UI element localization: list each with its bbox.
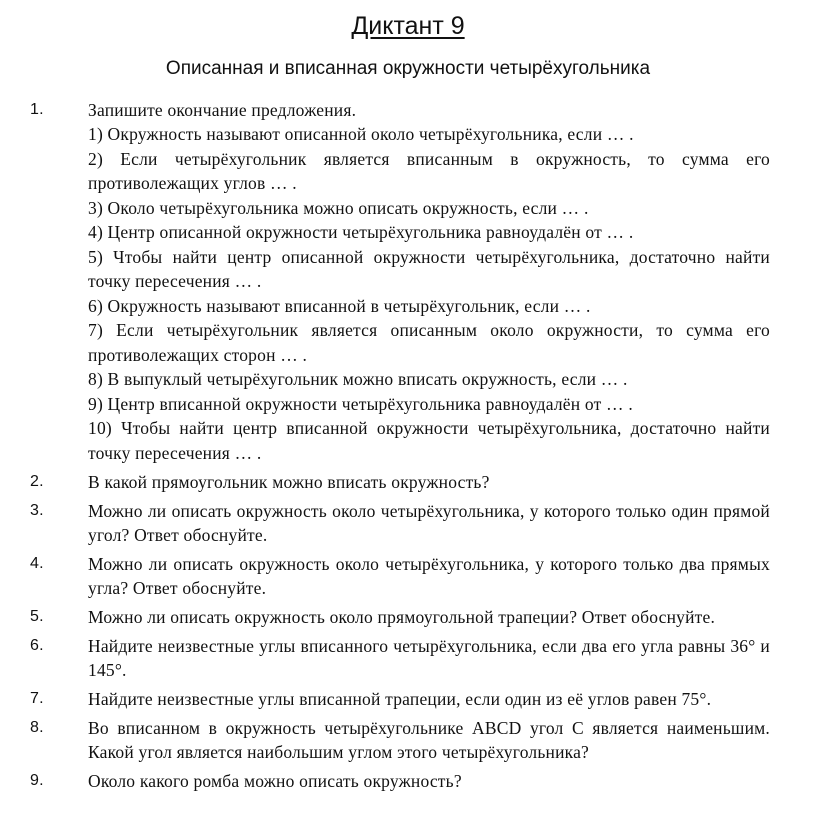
item-text: Можно ли описать окружность около прямоугольной трапеции? Ответ обоснуйте.: [88, 607, 716, 627]
item-number: 4.: [30, 555, 44, 572]
item-number: 6.: [30, 637, 44, 654]
sub-item: 2) Если четырёхугольник является вписанным в окружность, то сумма его противолежащих углов … .: [88, 148, 770, 193]
sub-item: 1) Окружность называют описанной около четырёхугольника, если … .: [88, 124, 634, 144]
list-item: [30, 552, 770, 600]
list-item: [30, 687, 770, 711]
item-text: Запишите окончание предложения.: [88, 100, 357, 120]
list-item: [30, 769, 770, 793]
item-text: Во вписанном в окружность четырёхугольнике ABCD угол C является наименьшим. Какой угол является наибольшим углом этого четырёхугольника?: [88, 718, 770, 762]
list-item: [30, 470, 770, 494]
item-text: Можно ли описать окружность около четырёхугольника, у которого только два прямых угла? Ответ обоснуйте.: [88, 554, 770, 598]
sub-item: 5) Чтобы найти центр описанной окружности четырёхугольника, достаточно найти точку пересечения … .: [88, 246, 770, 291]
list-item: [30, 605, 770, 629]
item-body: [88, 98, 770, 465]
sub-item: 3) Около четырёхугольника можно описать окружность, если … .: [88, 197, 589, 218]
list-item: [30, 98, 770, 465]
item-number: 3.: [30, 502, 44, 519]
item-text: Найдите неизвестные углы вписанной трапеции, если один из её углов равен 75°.: [88, 689, 712, 709]
item-number: 8.: [30, 719, 44, 736]
sub-item: 9) Центр вписанной окружности четырёхугольника равноудалён от … .: [88, 393, 633, 414]
item-number: 2.: [30, 473, 44, 490]
item-text: В какой прямоугольник можно вписать окружность?: [88, 472, 490, 492]
item-text: Можно ли описать окружность около четырёхугольника, у которого только один прямой угол? Ответ обоснуйте.: [88, 501, 770, 545]
page-subtitle: Описанная и вписанная окружности четырёхугольника: [165, 58, 651, 79]
page-title: Диктант 9: [351, 12, 465, 40]
item-number: 7.: [30, 690, 44, 707]
list-item: [30, 716, 770, 764]
item-number: 9.: [30, 772, 44, 789]
item-number: 5.: [30, 608, 44, 625]
item-text: Около какого ромба можно описать окружность?: [88, 771, 462, 791]
item-text: Найдите неизвестные углы вписанного четырёхугольника, если два его угла равны 36° и 145°.: [88, 636, 770, 680]
sub-item: 4) Центр описанной окружности четырёхугольника равноудалён от … .: [88, 222, 634, 242]
question-list: [30, 98, 770, 798]
list-item: [30, 634, 770, 682]
sub-item: 7) Если четырёхугольник является описанным около окружности, то сумма его противолежащих сторон … .: [88, 320, 770, 365]
item-number: 1.: [30, 101, 44, 118]
sub-item: 10) Чтобы найти центр вписанной окружности четырёхугольника, достаточно найти точку пересечения … .: [88, 418, 770, 463]
sub-item: 8) В выпуклый четырёхугольник можно вписать окружность, если … .: [88, 369, 628, 389]
list-item: [30, 499, 770, 547]
sub-item: 6) Окружность называют вписанной в четырёхугольник, если … .: [88, 295, 591, 316]
